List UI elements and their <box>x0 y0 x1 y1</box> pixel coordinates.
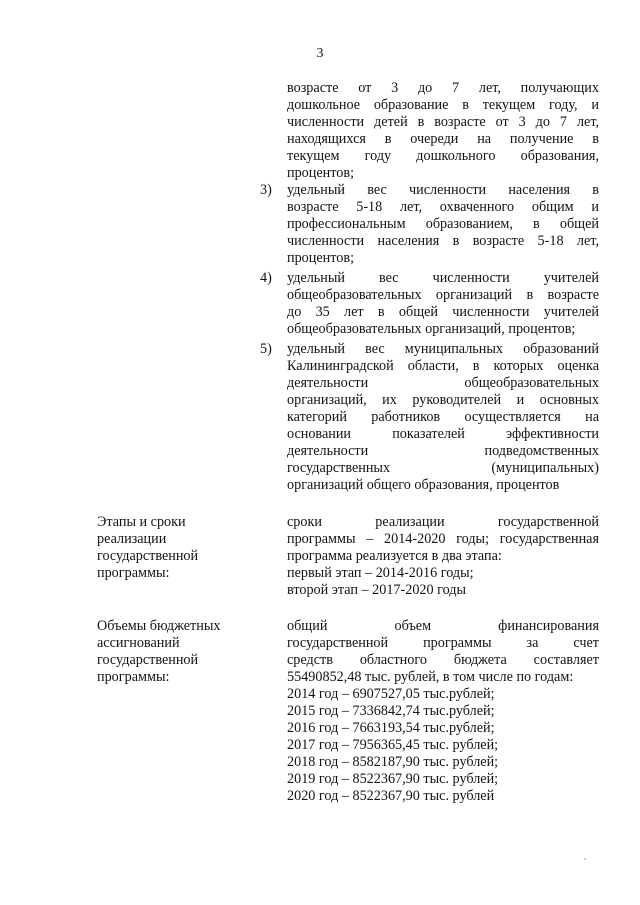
text-line: сроки реализации государственной <box>287 514 599 530</box>
scan-speck <box>584 858 586 860</box>
text-line: удельный вес численности населения в <box>287 182 599 198</box>
text-line: профессиональным образованием, в общей <box>287 216 599 232</box>
text-line: общеобразовательных организаций, процентов; <box>287 321 576 337</box>
budget-year-line: 2020 год – 8522367,90 тыс. рублей <box>287 788 495 804</box>
label-line: программы: <box>97 669 170 685</box>
text-line: организаций общего образования, процентов <box>287 477 560 493</box>
text-line: возрасте 5-18 лет, охваченного общим и <box>287 199 599 215</box>
budget-year-line: 2014 год – 6907527,05 тыс.рублей; <box>287 686 495 702</box>
text-line: общеобразовательных организаций в возрасте <box>287 287 599 303</box>
text-line: государственной программы за счет <box>287 635 599 651</box>
label-line: Объемы бюджетных <box>97 618 221 634</box>
label-line: государственной <box>97 652 199 668</box>
text-line: дошкольное образование в текущем году, и <box>287 97 599 113</box>
text-line: численности населения в возрасте 5-18 лет, <box>287 233 599 249</box>
page-number: 3 <box>316 46 324 61</box>
text-line: средств областного бюджета составляет <box>287 652 599 668</box>
text-line: удельный вес муниципальных образований <box>287 341 599 357</box>
label-line: Этапы и сроки <box>97 514 186 530</box>
text-line: численности детей в возрасте от 3 до 7 лет, <box>287 114 599 130</box>
text-line: процентов; <box>287 250 355 266</box>
text-line: программа реализуется в два этапа: <box>287 548 502 564</box>
budget-year-line: 2019 год – 8522367,90 тыс. рублей; <box>287 771 499 787</box>
list-number: 5) <box>260 341 272 357</box>
text-line: программы – 2014-2020 годы; государственная <box>287 531 599 547</box>
list-number: 3) <box>260 182 272 198</box>
label-line: программы: <box>97 565 170 581</box>
text-line: первый этап – 2014-2016 годы; <box>287 565 474 581</box>
text-line: деятельности подведомственных <box>287 443 599 459</box>
text-line: деятельности общеобразовательных <box>287 375 599 391</box>
text-line: категорий работников осуществляется на <box>287 409 599 425</box>
text-line: государственных (муниципальных) <box>287 460 599 476</box>
text-line: процентов; <box>287 165 355 181</box>
text-line: основании показателей эффективности <box>287 426 599 442</box>
budget-year-line: 2015 год – 7336842,74 тыс.рублей; <box>287 703 495 719</box>
label-line: ассигнований <box>97 635 180 651</box>
text-line: общий объем финансирования <box>287 618 599 634</box>
budget-year-line: 2018 год – 8582187,90 тыс. рублей; <box>287 754 499 770</box>
text-line: организаций, их руководителей и основных <box>287 392 599 408</box>
text-line: удельный вес численности учителей <box>287 270 599 286</box>
text-line: Калининградской области, в которых оценка <box>287 358 599 374</box>
label-line: реализации <box>97 531 167 547</box>
text-line: возрасте от 3 до 7 лет, получающих <box>287 80 599 96</box>
text-line: текущем году дошкольного образования, <box>287 148 599 164</box>
budget-year-line: 2017 год – 7956365,45 тыс. рублей; <box>287 737 499 753</box>
text-line: находящихся в очереди на получение в <box>287 131 599 147</box>
label-line: государственной <box>97 548 199 564</box>
text-line: до 35 лет в общей численности учителей <box>287 304 599 320</box>
list-number: 4) <box>260 270 272 286</box>
budget-year-line: 2016 год – 7663193,54 тыс.рублей; <box>287 720 495 736</box>
text-line: второй этап – 2017-2020 годы <box>287 582 467 598</box>
text-line: 55490852,48 тыс. рублей, в том числе по годам: <box>287 669 574 685</box>
